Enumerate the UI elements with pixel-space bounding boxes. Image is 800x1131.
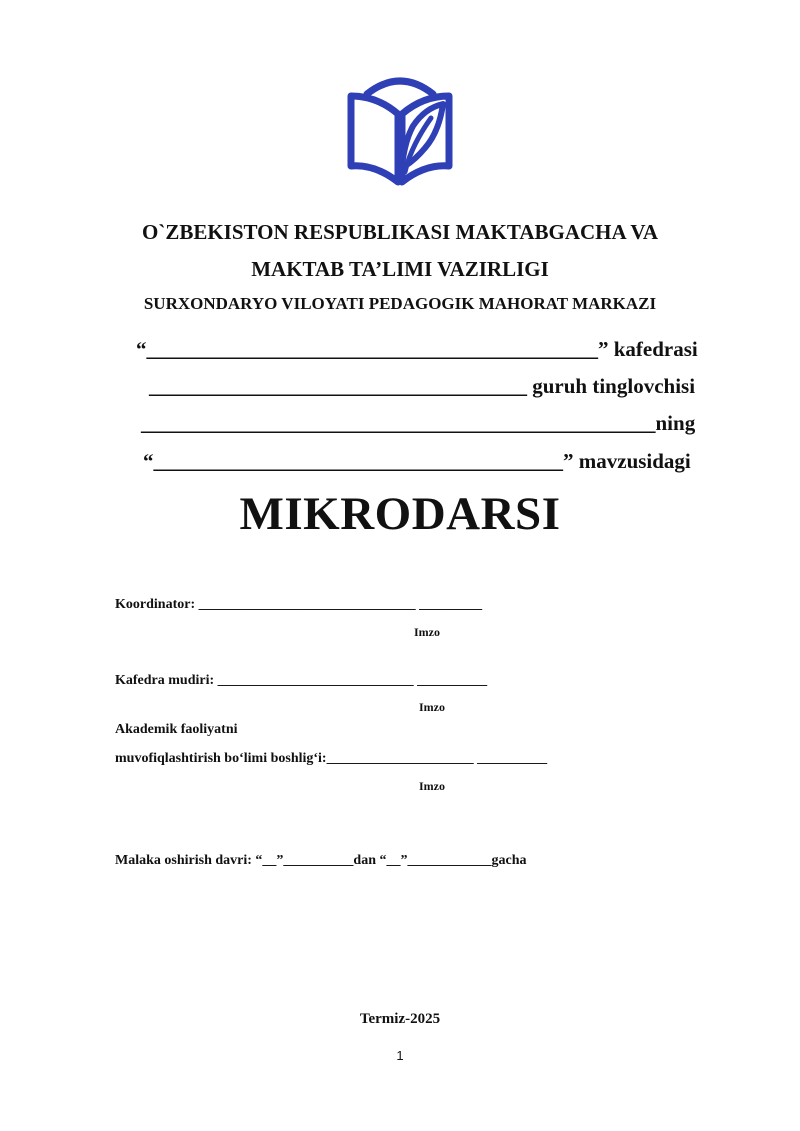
ministry-title-line1: O`ZBEKISTON RESPUBLIKASI MAKTABGACHA VA [142, 220, 658, 244]
kafedra-imzo-label: Imzo [419, 700, 445, 714]
mavzu-line: “_______________________________________” mavzusidagi [143, 449, 691, 473]
malaka-period-line: Malaka oshirish davri: “__”__________dan “__”____________gacha [115, 853, 527, 868]
ning-line: _________________________________________________ning [141, 411, 696, 435]
kafedra-mudiri-line: Kafedra mudiri: ____________________________ __________ [115, 673, 488, 688]
page-number: 1 [396, 1048, 404, 1063]
ministry-title-line2: MAKTAB TA’LIMI VAZIRLIGI [251, 257, 549, 281]
akademik-line2: muvofiqlashtirish bo‘limi boshlig‘i:_____________________ __________ [115, 751, 548, 766]
city-year: Termiz-2025 [359, 1011, 441, 1027]
akademik-imzo-label: Imzo [419, 779, 445, 793]
center-name: SURXONDARYO VILOYATI PEDAGOGIK MAHORAT MARKAZI [143, 294, 657, 313]
koordinator-line: Koordinator: _______________________________ _________ [115, 597, 483, 612]
main-title: MIKRODARSI [239, 488, 561, 540]
open-book-leaf-icon [345, 74, 455, 186]
kafedra-line: “___________________________________________” kafedrasi [136, 337, 698, 361]
koordinator-imzo-label: Imzo [414, 625, 440, 639]
guruh-line: ____________________________________ guruh tinglovchisi [149, 374, 696, 398]
akademik-line1: Akademik faoliyatni [115, 722, 238, 737]
